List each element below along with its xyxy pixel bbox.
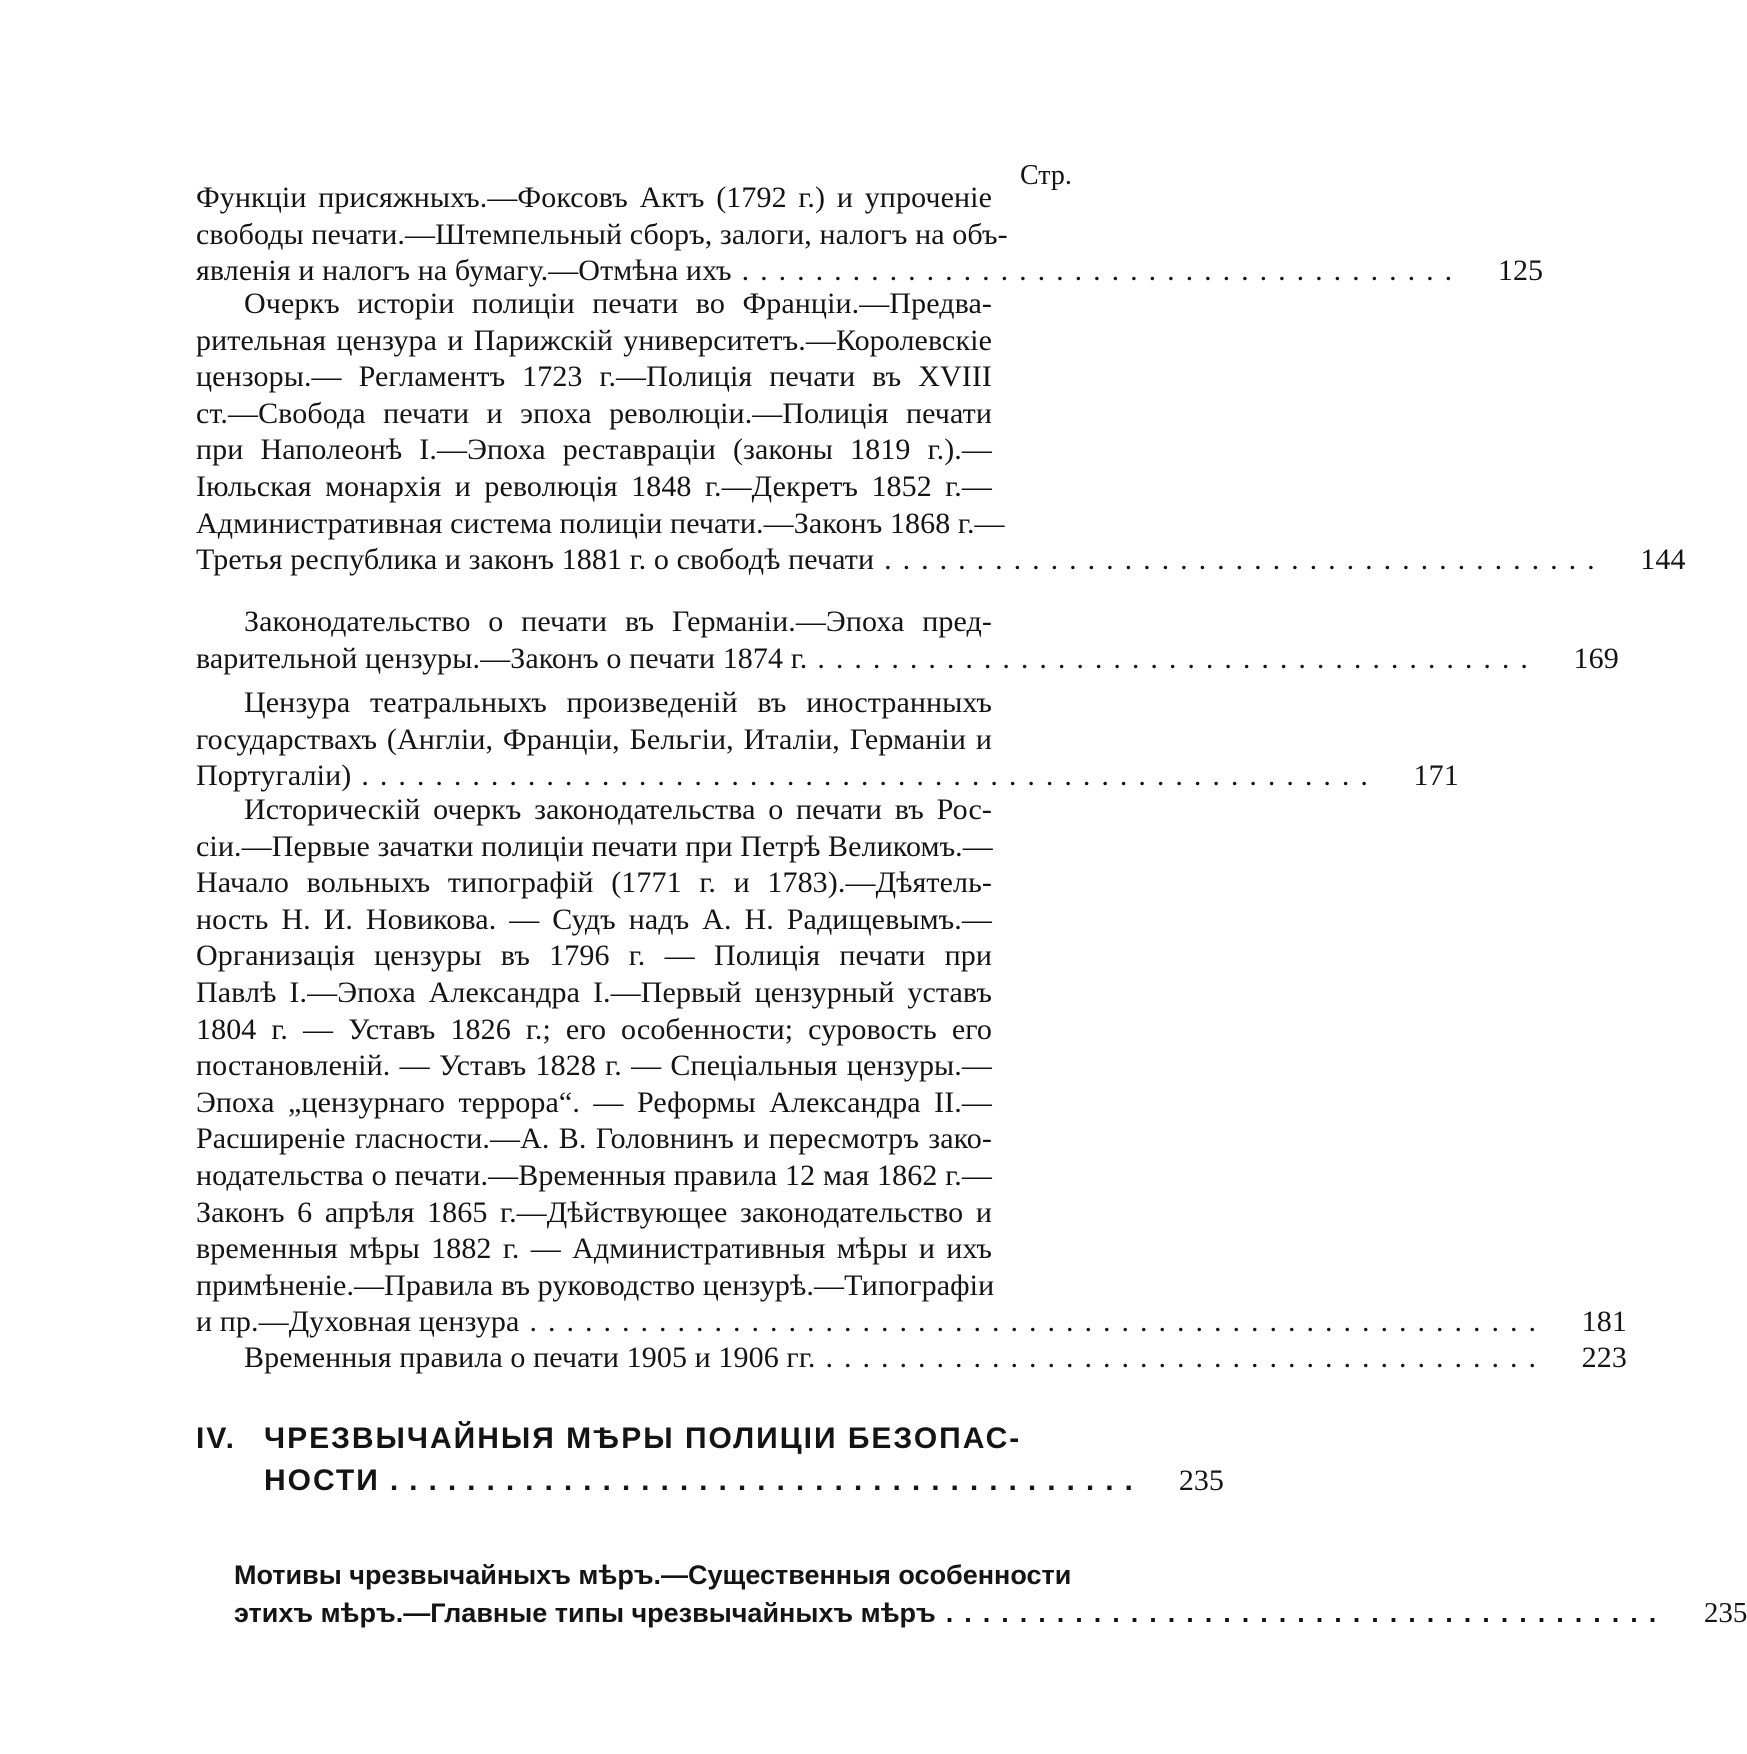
section-numeral: IV. <box>196 1422 236 1455</box>
summary-line: Мотивы чрезвычайныхъ мѣръ.—Существенныя особенности <box>234 1560 1072 1590</box>
entry-line: при Наполеонѣ I.—Эпоха реставраціи (законы 1819 г.).— <box>196 433 992 467</box>
entry-line: Эпоха „цензурнаго террора“. — Реформы Александра II.— <box>196 1085 992 1119</box>
page-number: 171 <box>1413 759 1459 793</box>
entry-line: Расширеніе гласности.—А. В. Головнинъ и пересмотръ зако- <box>196 1122 992 1156</box>
entry-line: цензоры.— Регламентъ 1723 г.—Полиція печати въ XVIII <box>196 360 992 394</box>
page-column-label: Стр. <box>1020 160 1072 191</box>
page-number: 223 <box>1581 1341 1627 1374</box>
entry-line: 1804 г. — Уставъ 1826 г.; его особенности; суровость его <box>196 1012 992 1046</box>
entry-line: Очеркъ исторіи полиціи печати во Франціи.—Предва- <box>244 287 992 320</box>
entry-line: Временныя правила о печати 1905 и 1906 гг. <box>244 1341 816 1374</box>
entry-line: Законъ 6 апрѣля 1865 г.—Дѣйствующее законодательство и <box>196 1195 992 1229</box>
entry-line: временныя мѣры 1882 г. — Административныя мѣры и ихъ <box>196 1232 992 1266</box>
entry-line: Историческій очеркъ законодательства о печати въ Рос- <box>244 793 992 826</box>
toc-entry-temporary-rules <box>196 1340 1627 1377</box>
entry-line: Функціи присяжныхъ.—Фоксовъ Актъ (1792 г.) и упроченіе <box>196 181 992 214</box>
dot-leader: ....................................... <box>825 1341 1547 1374</box>
dot-leader: ....................................... <box>884 543 1606 577</box>
dot-leader: ....................................................... <box>361 759 1379 793</box>
entry-line: государствахъ (Англіи, Франціи, Бельгіи, Италіи, Германіи и <box>196 722 992 756</box>
entry-line: свободы печати.—Штемпельный сборъ, залоги, налогъ на объ- <box>196 217 1008 251</box>
dot-leader: ....................................... <box>741 254 1464 288</box>
entry-line: Павлѣ I.—Эпоха Александра I.—Первый цензурный уставъ <box>196 975 992 1009</box>
entry-line: нодательства о печати.—Временныя правила 12 мая 1862 г.— <box>196 1158 992 1192</box>
section-title-line: ЧРЕЗВЫЧАЙНЫЯ МѢРЫ ПОЛИЦІИ БЕЗОПАС- <box>264 1422 1022 1455</box>
entry-line: и пр.—Духовная цензура <box>196 1305 520 1339</box>
dot-leader: ....................................................... <box>529 1305 1547 1339</box>
dot-leader: ....................................... <box>389 1464 1144 1497</box>
entry-line: рительная цензура и Парижскій университетъ.—Королевскіе <box>196 323 992 357</box>
page-number: 125 <box>1497 254 1544 288</box>
entry-line: Законодательство о печати въ Германіи.—Эпоха пред- <box>244 605 992 638</box>
entry-line: ность Н. И. Новикова. — Судъ надъ А. Н. Радищевымъ.— <box>196 902 992 936</box>
entry-line: постановленій. — Уставъ 1828 г. — Спеціальныя цензуры.— <box>196 1049 992 1083</box>
entry-line: ст.—Свобода печати и эпоха революціи.—Полиція печати <box>196 396 992 430</box>
toc-entry-france <box>196 286 1686 579</box>
dot-leader: ....................................... <box>945 1598 1668 1628</box>
page-number: 144 <box>1640 543 1686 577</box>
section-title-line: НОСТИ <box>264 1464 380 1497</box>
entry-line: Португаліи) <box>196 759 352 793</box>
entry-line: Начало вольныхъ типографій (1771 г. и 1783).—Дѣятель- <box>196 866 992 900</box>
page-number: 235 <box>1703 1597 1747 1629</box>
entry-line: сіи.—Первые зачатки полиціи печати при Петрѣ Великомъ.— <box>196 829 993 863</box>
summary-line: этихъ мѣръ.—Главные типы чрезвычайныхъ мѣръ <box>234 1598 936 1628</box>
entry-line: Цензура театральныхъ произведеній въ иностранныхъ <box>244 686 992 719</box>
entry-line: Іюльская монархія и революція 1848 г.—Декретъ 1852 г.— <box>196 469 992 503</box>
page-number: 181 <box>1581 1305 1627 1339</box>
section-summary <box>234 1556 1747 1632</box>
toc-entry-theatre <box>196 685 1459 795</box>
section-heading-iv <box>196 1418 1224 1502</box>
entry-line: явленія и налогъ на бумагу.—Отмѣна ихъ <box>196 254 732 288</box>
entry-line: примѣненіе.—Правила въ руководство цензурѣ.—Типографіи <box>196 1268 995 1302</box>
toc-entry-jury <box>196 180 1544 290</box>
page-number: 235 <box>1178 1464 1224 1497</box>
dot-leader: ....................................... <box>817 641 1539 675</box>
toc-entry-germany <box>196 604 1619 677</box>
toc-entry-russia <box>196 792 1627 1341</box>
entry-line: варительной цензуры.—Законъ о печати 1874 г. <box>196 641 808 675</box>
page-number: 169 <box>1573 641 1619 675</box>
entry-line: Административная система полиціи печати.—Законъ 1868 г.— <box>196 506 1005 540</box>
entry-line: Третья республика и законъ 1881 г. о свободѣ печати <box>196 543 875 577</box>
entry-line: Организація цензуры въ 1796 г. — Полиція печати при <box>196 939 992 973</box>
